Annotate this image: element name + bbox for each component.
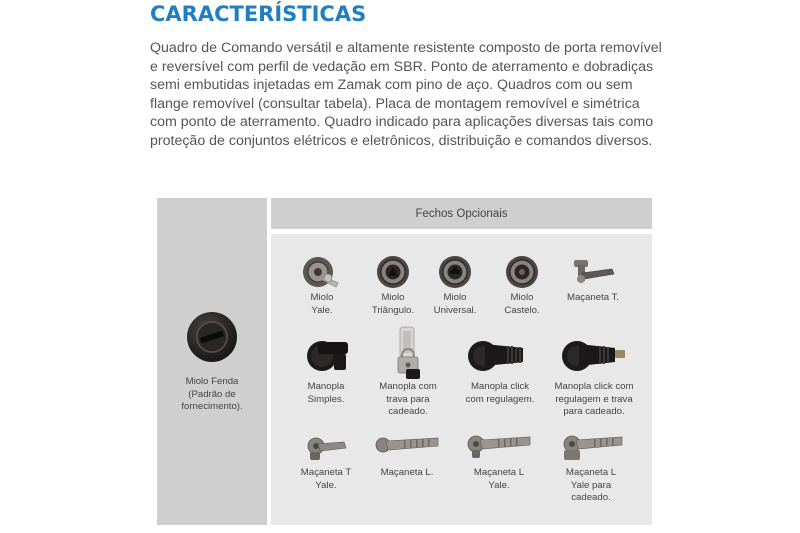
caption-line: Yale para [570,479,612,491]
list-item [492,292,552,317]
t-handle-yale-icon [304,432,348,462]
caption-line: Maçaneta L. [380,467,434,478]
caption-line: regulagem e trava [555,393,633,405]
caption-line: Maçaneta T [300,467,352,478]
caption-line: Miolo [510,292,534,303]
caption-line: Miolo [310,292,334,303]
caption-line: Manopla click com [554,381,634,392]
click-knob-padlock-icon [561,338,627,372]
caption-line: cadeado. [388,406,428,418]
caption-line: Miolo [443,292,467,303]
caption-line: Miolo Fenda [185,376,239,387]
list-item [372,467,442,480]
description-paragraph: Quadro de Comando versátil e altamente resistente composto de porta removível e reversível com perfil de vedação em SBR. Ponto de aterramento e dobradiças semi embutidas injetadas em Zamak com pino de aço. Quadros com ou sem flange removível (consultar tabela). Placa de montagem removível e simétrica com ponto de aterramento. Quadro indicado para aplicações diversas tais como proteção de conjuntos elétricos e eletrônicos, distribuição e comandos diversos. [150,40,662,149]
caption-line: fornecimento). [181,401,243,413]
caption-line: Triângulo. [371,304,415,316]
list-item [464,467,534,492]
list-item [368,381,448,419]
caption-line: Castelo. [504,304,540,316]
caption-line: Manopla click [470,381,530,392]
l-handle-yale-icon [466,432,532,460]
yale-cylinder-icon [302,256,342,290]
padlock-knob-icon [392,325,424,381]
caption-line: Yale. [311,304,333,316]
caption-line: Yale. [488,479,510,491]
simple-knob-icon [304,338,350,374]
caption-line: para cadeado. [563,406,625,418]
list-item [425,292,485,317]
t-handle-icon [570,257,616,287]
section-title: CARACTERÍSTICAS [150,2,367,26]
caption-line: Manopla com [379,381,437,392]
caption-line: Yale. [315,479,337,491]
universal-cylinder-icon [438,255,472,289]
caption-line: trava para [386,393,430,405]
list-item [291,467,361,492]
list-item [458,381,542,406]
slot-cylinder-lock-icon [186,311,238,363]
standard-lock-caption [157,376,267,414]
caption-line: Miolo [381,292,405,303]
caption-line: (Padrão de [188,388,236,400]
list-item [291,381,361,406]
list-item [302,292,342,317]
click-knob-icon [467,338,527,372]
caption-line: cadeado. [571,492,611,504]
list-item [563,292,623,305]
caption-line: Simples. [307,393,345,405]
caption-line: Universal. [433,304,477,316]
triangle-cylinder-icon [376,255,410,289]
castle-cylinder-icon [505,255,539,289]
caption-line: Maçaneta T. [566,292,620,303]
list-item [556,467,626,505]
l-handle-icon [374,434,440,456]
list-item [363,292,423,317]
list-item [548,381,640,419]
caption-line: Maçaneta L [565,467,617,478]
l-handle-yale-padlock-icon [562,432,624,462]
caption-line: com regulagem. [465,393,535,405]
caption-line: Manopla [307,381,345,392]
caption-line: Maçaneta L [473,467,525,478]
optional-locks-header: Fechos Opcionais [271,198,652,229]
